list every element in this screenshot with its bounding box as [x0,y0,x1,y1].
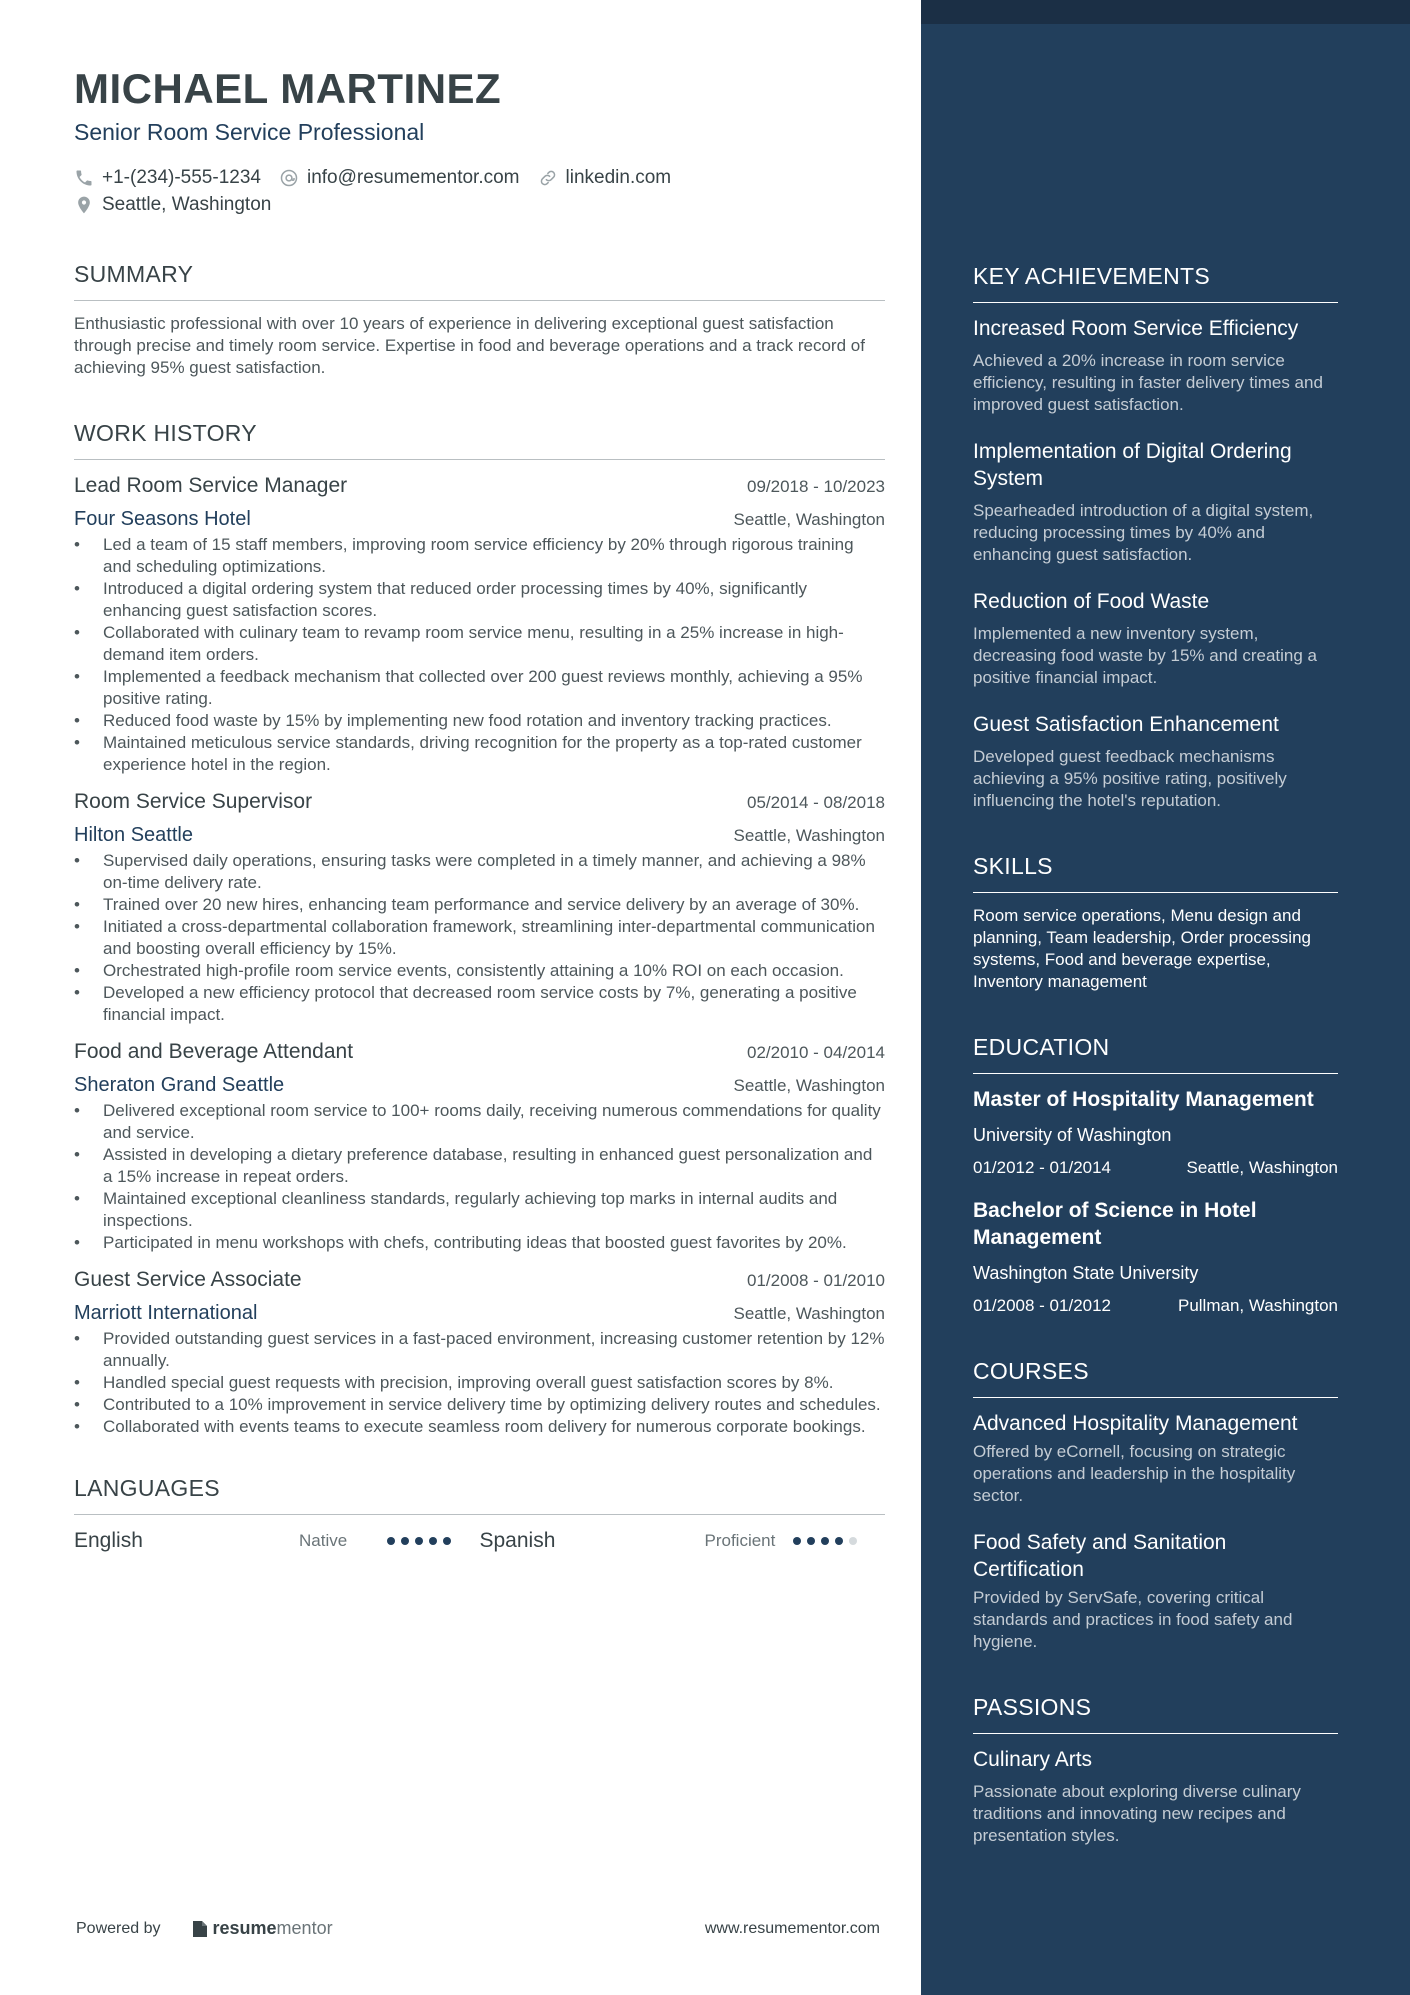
at-icon [279,168,299,188]
rating-dot [401,1537,409,1545]
course-item [973,1529,1338,1653]
achievement-list [973,315,1338,812]
job-dates: 01/2008 - 01/2010 [746,1271,885,1290]
education-degree: Master of Hospitality Management [973,1088,1314,1111]
achievement-description: Spearheaded introduction of a digital system, reducing processing times by 40% and enhancing guest satisfaction. [973,501,1314,564]
job-bullet: • Led a team of 15 staff members, improving room service efficiency by 20% through rigorous training and scheduling optimizations. [74,534,885,578]
rating-dot [429,1537,437,1545]
education-dates: 01/2012 - 01/2014 [973,1158,1112,1177]
passion-list [973,1746,1338,1847]
passions-section [973,1693,1338,1847]
skills-title: SKILLS [973,852,1338,893]
education-school: Washington State University [973,1263,1199,1283]
job-bullets [74,850,885,1026]
job-bullet: • Reduced food waste by 15% by implementing new food rotation and inventory tracking practices. [74,710,885,732]
achievement-title: Reduction of Food Waste [973,590,1210,613]
job-bullet: • Collaborated with culinary team to revamp room service menu, resulting in a 25% increase in high-demand item orders. [74,622,885,666]
course-description: Offered by eCornell, focusing on strategic operations and leadership in the hospitality sector. [973,1442,1296,1505]
education-degree: Bachelor of Science in Hotel Management [973,1199,1257,1249]
phone-icon [74,168,94,188]
achievement-description: Implemented a new inventory system, decreasing food waste by 15% and creating a positive financial impact. [973,624,1318,687]
rating-dot [807,1537,815,1545]
job-bullets [74,534,885,776]
job-entry [74,788,885,1026]
job-title: Food and Beverage Attendant [74,1040,354,1063]
education-meta [973,1157,1338,1179]
website-link[interactable]: www.resumementor.com [704,1919,880,1937]
phone-contact[interactable] [74,167,261,189]
job-list [74,472,885,1438]
sidebar-content [973,262,1338,1887]
job-title: Guest Service Associate [74,1268,302,1291]
sidebar [921,0,1410,1995]
language-rating [387,1537,457,1545]
education-location: Pullman, Washington [1177,1296,1338,1315]
languages-title: LANGUAGES [74,1474,885,1515]
rating-dot [415,1537,423,1545]
job-bullet: • Assisted in developing a dietary preference database, resulting in enhanced guest personalization and a 15% increase in repeat orders. [74,1144,885,1188]
language-rating [793,1537,863,1545]
summary-text: Enthusiastic professional with over 10 years of experience in delivering exceptional guest satisfaction through precise and timely room service. Expertise in food and beverage operations and a track record of achieving 95% guest satisfaction. [74,314,865,377]
job-bullet: • Supervised daily operations, ensuring tasks were completed in a timely manner, and achieving a 98% on-time delivery rate. [74,850,885,894]
job-bullet: • Initiated a cross-departmental collaboration framework, streamlining inter-departmental communication and boosting overall efficiency by 15%. [74,916,885,960]
job-header [74,1266,885,1294]
job-bullet: • Contributed to a 10% improvement in service delivery time by optimizing delivery routes and schedules. [74,1394,885,1416]
achievement-item [973,315,1338,416]
job-bullet: • Participated in menu workshops with chefs, contributing ideas that boosted guest favorites by 20%. [74,1232,885,1254]
education-section [973,1033,1338,1317]
course-list [973,1410,1338,1653]
achievement-item [973,588,1338,689]
summary-title: SUMMARY [74,260,885,301]
passion-description: Passionate about exploring diverse culinary traditions and innovating new recipes and presentation styles. [973,1782,1301,1845]
rating-dot [387,1537,395,1545]
job-dates: 05/2014 - 08/2018 [746,793,885,812]
rating-dot [793,1537,801,1545]
job-header [74,472,885,500]
education-title: EDUCATION [973,1033,1338,1074]
job-bullet: • Provided outstanding guest services in a fast-paced environment, increasing customer retention by 12% annually. [74,1328,885,1372]
job-subheader [74,506,885,532]
sidebar-top-bar [921,0,1410,24]
language-name: Spanish [479,1529,556,1552]
job-company: Sheraton Grand Seattle [74,1074,285,1096]
candidate-name: MICHAEL MARTINEZ [74,65,502,112]
job-location: Seattle, Washington [733,1076,885,1095]
skills-section [973,852,1338,993]
rating-dot [849,1537,857,1545]
skills-text: Room service operations, Menu design and planning, Team leadership, Order processing systems, Food and beverage expertise, Inventory management [973,906,1311,991]
language-item [480,1529,886,1553]
language-level: Native [299,1531,348,1550]
language-item [74,1529,480,1553]
education-school: University of Washington [973,1125,1172,1145]
job-bullet: • Orchestrated high-profile room service events, consistently attaining a 10% ROI on each occasion. [74,960,885,982]
job-bullet: • Collaborated with events teams to execute seamless room delivery for numerous corporate bookings. [74,1416,885,1438]
job-entry [74,1038,885,1254]
job-bullets [74,1100,885,1254]
languages-section [74,1474,885,1555]
brand-rest: mentor [276,1918,333,1938]
passions-title: PASSIONS [973,1693,1338,1734]
email-text: info@resumementor.com [306,166,520,188]
job-location: Seattle, Washington [733,826,885,845]
job-location: Seattle, Washington [733,510,885,529]
achievements-title: KEY ACHIEVEMENTS [973,262,1338,303]
rating-dot [443,1537,451,1545]
job-company: Hilton Seattle [74,824,193,846]
work-history-section [74,419,885,1438]
passion-title: Culinary Arts [973,1748,1093,1771]
job-bullet: • Developed a new efficiency protocol that decreased room service costs by 7%, generating a positive financial impact. [74,982,885,1026]
education-meta [973,1295,1338,1317]
job-bullet: • Introduced a digital ordering system that reduced order processing times by 40%, significantly enhancing guest satisfaction scores. [74,578,885,622]
achievements-section [973,262,1338,812]
education-item [973,1086,1338,1179]
course-title: Advanced Hospitality Management [973,1412,1298,1435]
work-history-title: WORK HISTORY [74,419,885,460]
language-level: Proficient [704,1531,776,1550]
education-dates: 01/2008 - 01/2012 [973,1296,1112,1315]
language-name: English [74,1529,143,1552]
job-bullet: • Trained over 20 new hires, enhancing team performance and service delivery by an average of 30%. [74,894,885,916]
job-bullet: • Implemented a feedback mechanism that collected over 200 guest reviews monthly, achieving a 95% positive rating. [74,666,885,710]
rating-dot [835,1537,843,1545]
job-dates: 09/2018 - 10/2023 [746,477,885,496]
location-pin-icon [74,195,94,215]
courses-title: COURSES [973,1357,1338,1398]
job-title: Lead Room Service Manager [74,474,348,497]
candidate-role: Senior Room Service Professional [74,119,425,145]
job-subheader [74,1300,885,1326]
education-location: Seattle, Washington [1186,1158,1338,1177]
job-bullet: • Handled special guest requests with precision, improving overall guest satisfaction scores by 8%. [74,1372,885,1394]
phone-text: +1-(234)-555-1234 [102,166,261,188]
job-bullet: • Maintained meticulous service standards, driving recognition for the property as a top-rated customer experience hotel in the region. [74,732,885,776]
job-subheader [74,822,885,848]
job-title: Room Service Supervisor [74,790,313,813]
job-bullets [74,1328,885,1438]
link-icon [538,168,558,188]
job-company: Four Seasons Hotel [74,508,251,530]
job-entry [74,1266,885,1438]
brand-bold: resume [212,1918,277,1938]
job-company: Marriott International [74,1302,258,1324]
education-item [973,1197,1338,1317]
achievement-description: Developed guest feedback mechanisms achieving a 95% positive rating, positively influencing the hotel's reputation. [973,747,1287,810]
job-location: Seattle, Washington [733,1304,885,1323]
linkedin-contact[interactable] [538,167,672,189]
course-title: Food Safety and Sanitation Certification [973,1531,1227,1581]
achievement-title: Implementation of Digital Ordering System [973,440,1292,490]
email-contact[interactable] [279,167,520,189]
powered-by-label: Powered by [76,1919,161,1937]
language-list [74,1527,885,1555]
location-text: Seattle, Washington [102,193,272,215]
achievement-title: Guest Satisfaction Enhancement [973,713,1279,736]
job-bullet: • Maintained exceptional cleanliness standards, regularly achieving top marks in internal audits and inspections. [74,1188,885,1232]
rating-dot [821,1537,829,1545]
job-header [74,788,885,816]
summary-section [74,260,885,379]
course-item [973,1410,1338,1507]
linkedin-text: linkedin.com [565,166,672,188]
location-contact [74,194,271,216]
achievement-title: Increased Room Service Efficiency [973,317,1299,340]
course-description: Provided by ServSafe, covering critical standards and practices in food safety and hygiene. [973,1588,1293,1651]
footer [76,1918,880,1939]
passion-item [973,1746,1338,1847]
job-entry [74,472,885,776]
job-bullet: • Delivered exceptional room service to 100+ rooms daily, receiving numerous commendations for quality and service. [74,1100,885,1144]
job-subheader [74,1072,885,1098]
contact-info [74,164,885,218]
brand-mark-icon [191,1919,209,1939]
courses-section [973,1357,1338,1653]
education-list [973,1086,1338,1317]
job-header [74,1038,885,1066]
achievement-item [973,438,1338,566]
achievement-description: Achieved a 20% increase in room service efficiency, resulting in faster delivery times and improved guest satisfaction. [973,351,1323,414]
brand-logo[interactable] [191,1918,333,1939]
achievement-item [973,711,1338,812]
powered-by [76,1918,333,1939]
job-dates: 02/2010 - 04/2014 [746,1043,885,1062]
